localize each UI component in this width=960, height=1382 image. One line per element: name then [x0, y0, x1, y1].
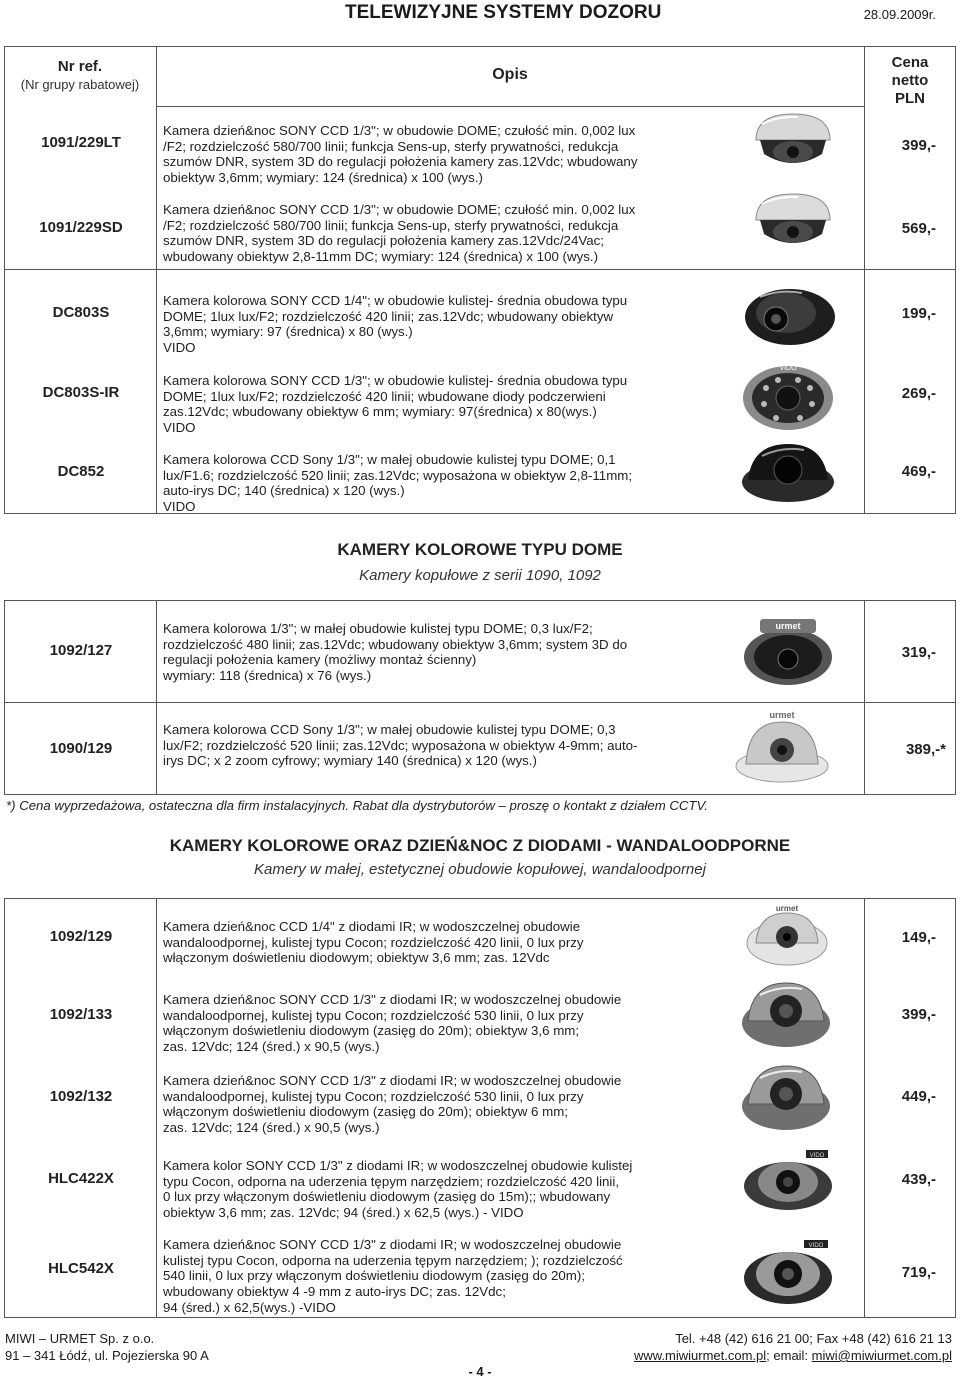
- document-date: 28.09.2009r.: [863, 7, 936, 22]
- product-price: 719,-: [901, 1264, 936, 1281]
- footer-address: 91 – 341 Łódź, ul. Pojezierska 90 A: [5, 1348, 209, 1363]
- product-price: 469,-: [901, 463, 936, 480]
- camera-dome-image: [738, 613, 838, 689]
- product-description: Kamera kolorowa SONY CCD 1/4"; w obudowie kulistej- średnia obudowa typu DOME; 1lux lux/F2; rozdzielczość 420 linii; zas.12Vdc; wbudowany obiektyw 3,6mm; wymiary: 97 (średnica) x 80 (wys.) VIDO: [163, 292, 628, 356]
- product-description: Kamera dzień&noc SONY CCD 1/3" z diodami IR; w wodoszczelnej obudowie wandaloodpornej, kulistej typu Cocon; rozdzielczość 530 linii, 0 lux przy włączonym doświetleniu diodowym (zasięg do 20m); obiektyw 6 mm; zas. 12Vdc; 124 (śred.) x 90,5 (wys.): [163, 1072, 622, 1136]
- camera-dome-dark-image: [738, 440, 838, 506]
- ref-code: 1092/132: [49, 1088, 113, 1105]
- camera-vandal-dome-image: [736, 977, 836, 1053]
- brand-label: urmet: [769, 710, 795, 720]
- column-header-price: Cena netto PLN: [891, 54, 929, 107]
- section-subtitle: Kamery kopułowe z serii 1090, 1092: [359, 567, 601, 584]
- camera-dome-ir-image: [738, 358, 838, 434]
- ref-code: 1091/229SD: [39, 219, 123, 236]
- ref-code: DC803S-IR: [42, 384, 120, 401]
- camera-dome-image: [748, 190, 838, 256]
- product-price: 269,-: [901, 385, 936, 402]
- brand-label: VIDO: [809, 1153, 825, 1159]
- product-price: 569,-: [901, 220, 936, 237]
- document-title: TELEWIZYJNE SYSTEMY DOZORU: [345, 2, 662, 23]
- ref-code: 1092/127: [49, 642, 113, 659]
- footnote: *) Cena wyprzedażowa, ostateczna dla firm instalacyjnych. Rabat dla dystrybutorów – proszę o kontakt z działem CCTV.: [6, 798, 708, 813]
- product-price: 199,-: [901, 305, 936, 322]
- ref-code: HLC542X: [48, 1260, 114, 1277]
- product-description: Kamera dzień&noc SONY CCD 1/3"; w obudowie DOME; czułość min. 0,002 lux /F2; rozdzielczość 580/700 linii; funkcja Sens-up, sterfy prywatności, redukcja szumów DNR, system 3D do regulacji położenia kamery zas.12Vdc/24Vac; wbudowany obiektyw 2,8-11mm DC; wymiary: 124 (średnica) x 100 (wys.): [163, 201, 636, 265]
- ref-code: DC803S: [52, 304, 110, 321]
- email-link[interactable]: miwi@miwiurmet.com.pl: [811, 1348, 952, 1363]
- camera-dome-dark-image: [740, 283, 840, 349]
- product-price: 399,-: [901, 1006, 936, 1023]
- product-price: 449,-: [901, 1088, 936, 1105]
- camera-vandal-dome-image: [738, 1230, 838, 1310]
- product-description: Kamera dzień&noc SONY CCD 1/3"; w obudowie DOME; czułość min. 0,002 lux /F2; rozdzielczość 580/700 linii; funkcja Sens-up, sterfy prywatności, redukcja szumów DNR, system 3D do regulacji położenia kamery zas.12Vdc; wbudowany obiektyw 3,6mm; wymiary: 124 (średnica) x 100 (wys.): [163, 122, 638, 186]
- camera-vandal-dome-image: [738, 1142, 838, 1216]
- product-description: Kamera kolor SONY CCD 1/3" z diodami IR; w wodoszczelnej obudowie kulistej typu Cocon, odporna na uderzenia tępym narzędziem; rozdzielczość 420 linii, 0 lux przy włączonym doświetleniu diodowym (zasięg do 15m);; wbudowany obiektyw 3,6 mm; zas. 12Vdc; 94 (śred.) x 62,5 (wys.) - VIDO: [163, 1157, 633, 1221]
- footer-phone: Tel. +48 (42) 616 21 00; Fax +48 (42) 616 21 13: [675, 1331, 952, 1346]
- ref-code: 1091/229LT: [41, 134, 121, 151]
- product-price: 149,-: [901, 929, 936, 946]
- brand-label: VIDO: [808, 1243, 824, 1249]
- camera-vandal-dome-image: [742, 903, 832, 969]
- product-description: Kamera kolorowa CCD Sony 1/3"; w małej obudowie kulistej typu DOME; 0,1 lux/F1.6; rozdzielczość 520 linii; zas.12Vdc; wyposażona w obiektyw 2,8-11mm; auto-irys DC; 140 (średnica) x 120 (wys.) VIDO: [163, 451, 633, 515]
- product-description: Kamera dzień&noc CCD 1/4" z diodami IR; w wodoszczelnej obudowie wandaloodpornej, kulistej typu Cocon; rozdzielczość 420 linii, 0 lux przy włączonym doświetleniu diodowym; obiektyw 3,6 mm; zas. 12Vdc: [163, 918, 584, 966]
- brand-label: urmet: [775, 904, 799, 913]
- ref-code: 1092/129: [49, 928, 113, 945]
- website-link[interactable]: www.miwiurmet.com.pl: [633, 1348, 767, 1363]
- brand-label: urmet: [775, 621, 801, 631]
- product-description: Kamera kolorowa SONY CCD 1/3"; w obudowie kulistej- średnia obudowa typu DOME; 1lux lux/F2; rozdzielczość 420 linii; wbudowane diody podczerwieni zas.12Vdc; wbudowany obiektyw 6 mm; wymiary: 97(średnica) x 80(wys.) VIDO: [163, 372, 628, 436]
- product-price: 439,-: [901, 1171, 936, 1188]
- camera-dome-white-image: [732, 708, 832, 790]
- ref-code: 1092/133: [49, 1006, 113, 1023]
- brand-label: VIDO: [779, 365, 797, 372]
- product-price: 319,-: [901, 644, 936, 661]
- product-description: Kamera dzień&noc SONY CCD 1/3" z diodami IR; w wodoszczelnej obudowie wandaloodpornej, kulistej typu Cocon; rozdzielczość 530 linii, 0 lux przy włączonym doświetleniu diodowym (zasięg do 20m); obiektyw 3,6 mm; zas. 12Vdc; 124 (śred.) x 90,5 (wys.): [163, 991, 622, 1055]
- footer-company: MIWI – URMET Sp. z o.o.: [5, 1331, 155, 1346]
- column-header-ref: Nr ref. (Nr grupy rabatowej): [20, 58, 140, 92]
- ref-code: 1090/129: [49, 740, 113, 757]
- ref-code: DC852: [57, 463, 105, 480]
- page-number: - 4 -: [468, 1364, 492, 1379]
- ref-code: HLC422X: [48, 1170, 114, 1187]
- camera-vandal-dome-image: [736, 1060, 836, 1136]
- product-description: Kamera kolorowa CCD Sony 1/3"; w małej obudowie kulistej typu DOME; 0,3 lux/F2; rozdzielczość 520 linii; zas.12Vdc; wyposażona w obiektyw 4-9mm; auto- irys DC; x 2 zoom cyfrowy; wymiary 140 (średnica) x 120 (wys.): [163, 721, 638, 769]
- column-header-desc: Opis: [492, 66, 528, 83]
- product-description: Kamera dzień&noc SONY CCD 1/3" z diodami IR; w wodoszczelnej obudowie kulistej typu Cocon, odporna na uderzenia tępym narzędziem; ); rozdzielczość 540 linii, 0 lux przy włączonym doświetleniu diodowym (zasięg do 20m); wbudowany obiektyw 4 -9 mm z auto-irys DC; zas. 12Vdc; 94 (śred.) x 62,5(wys.) -VIDO: [163, 1236, 623, 1315]
- product-price: 399,-: [901, 137, 936, 154]
- footer-contact: www.miwiurmet.com.pl; email: miwi@miwiurmet.com.pl: [633, 1348, 952, 1363]
- section-subtitle: Kamery w małej, estetycznej obudowie kopułowej, wandaloodpornej: [254, 861, 706, 878]
- product-price: 389,-*: [905, 741, 946, 758]
- section-title: KAMERY KOLOROWE ORAZ DZIEŃ&NOC Z DIODAMI - WANDALOODPORNE: [169, 836, 791, 855]
- camera-dome-image: [748, 110, 838, 176]
- section-title: KAMERY KOLOROWE TYPU DOME: [337, 540, 623, 559]
- product-description: Kamera kolorowa 1/3"; w małej obudowie kulistej typu DOME; 0,3 lux/F2; rozdzielczość 480 linii; zas.12Vdc; wbudowany obiektyw 3,6mm; system 3D do regulacji położenia kamery (możliwy montaż ścienny) wymiary: 118 (średnica) x 76 (wys.): [163, 620, 628, 684]
